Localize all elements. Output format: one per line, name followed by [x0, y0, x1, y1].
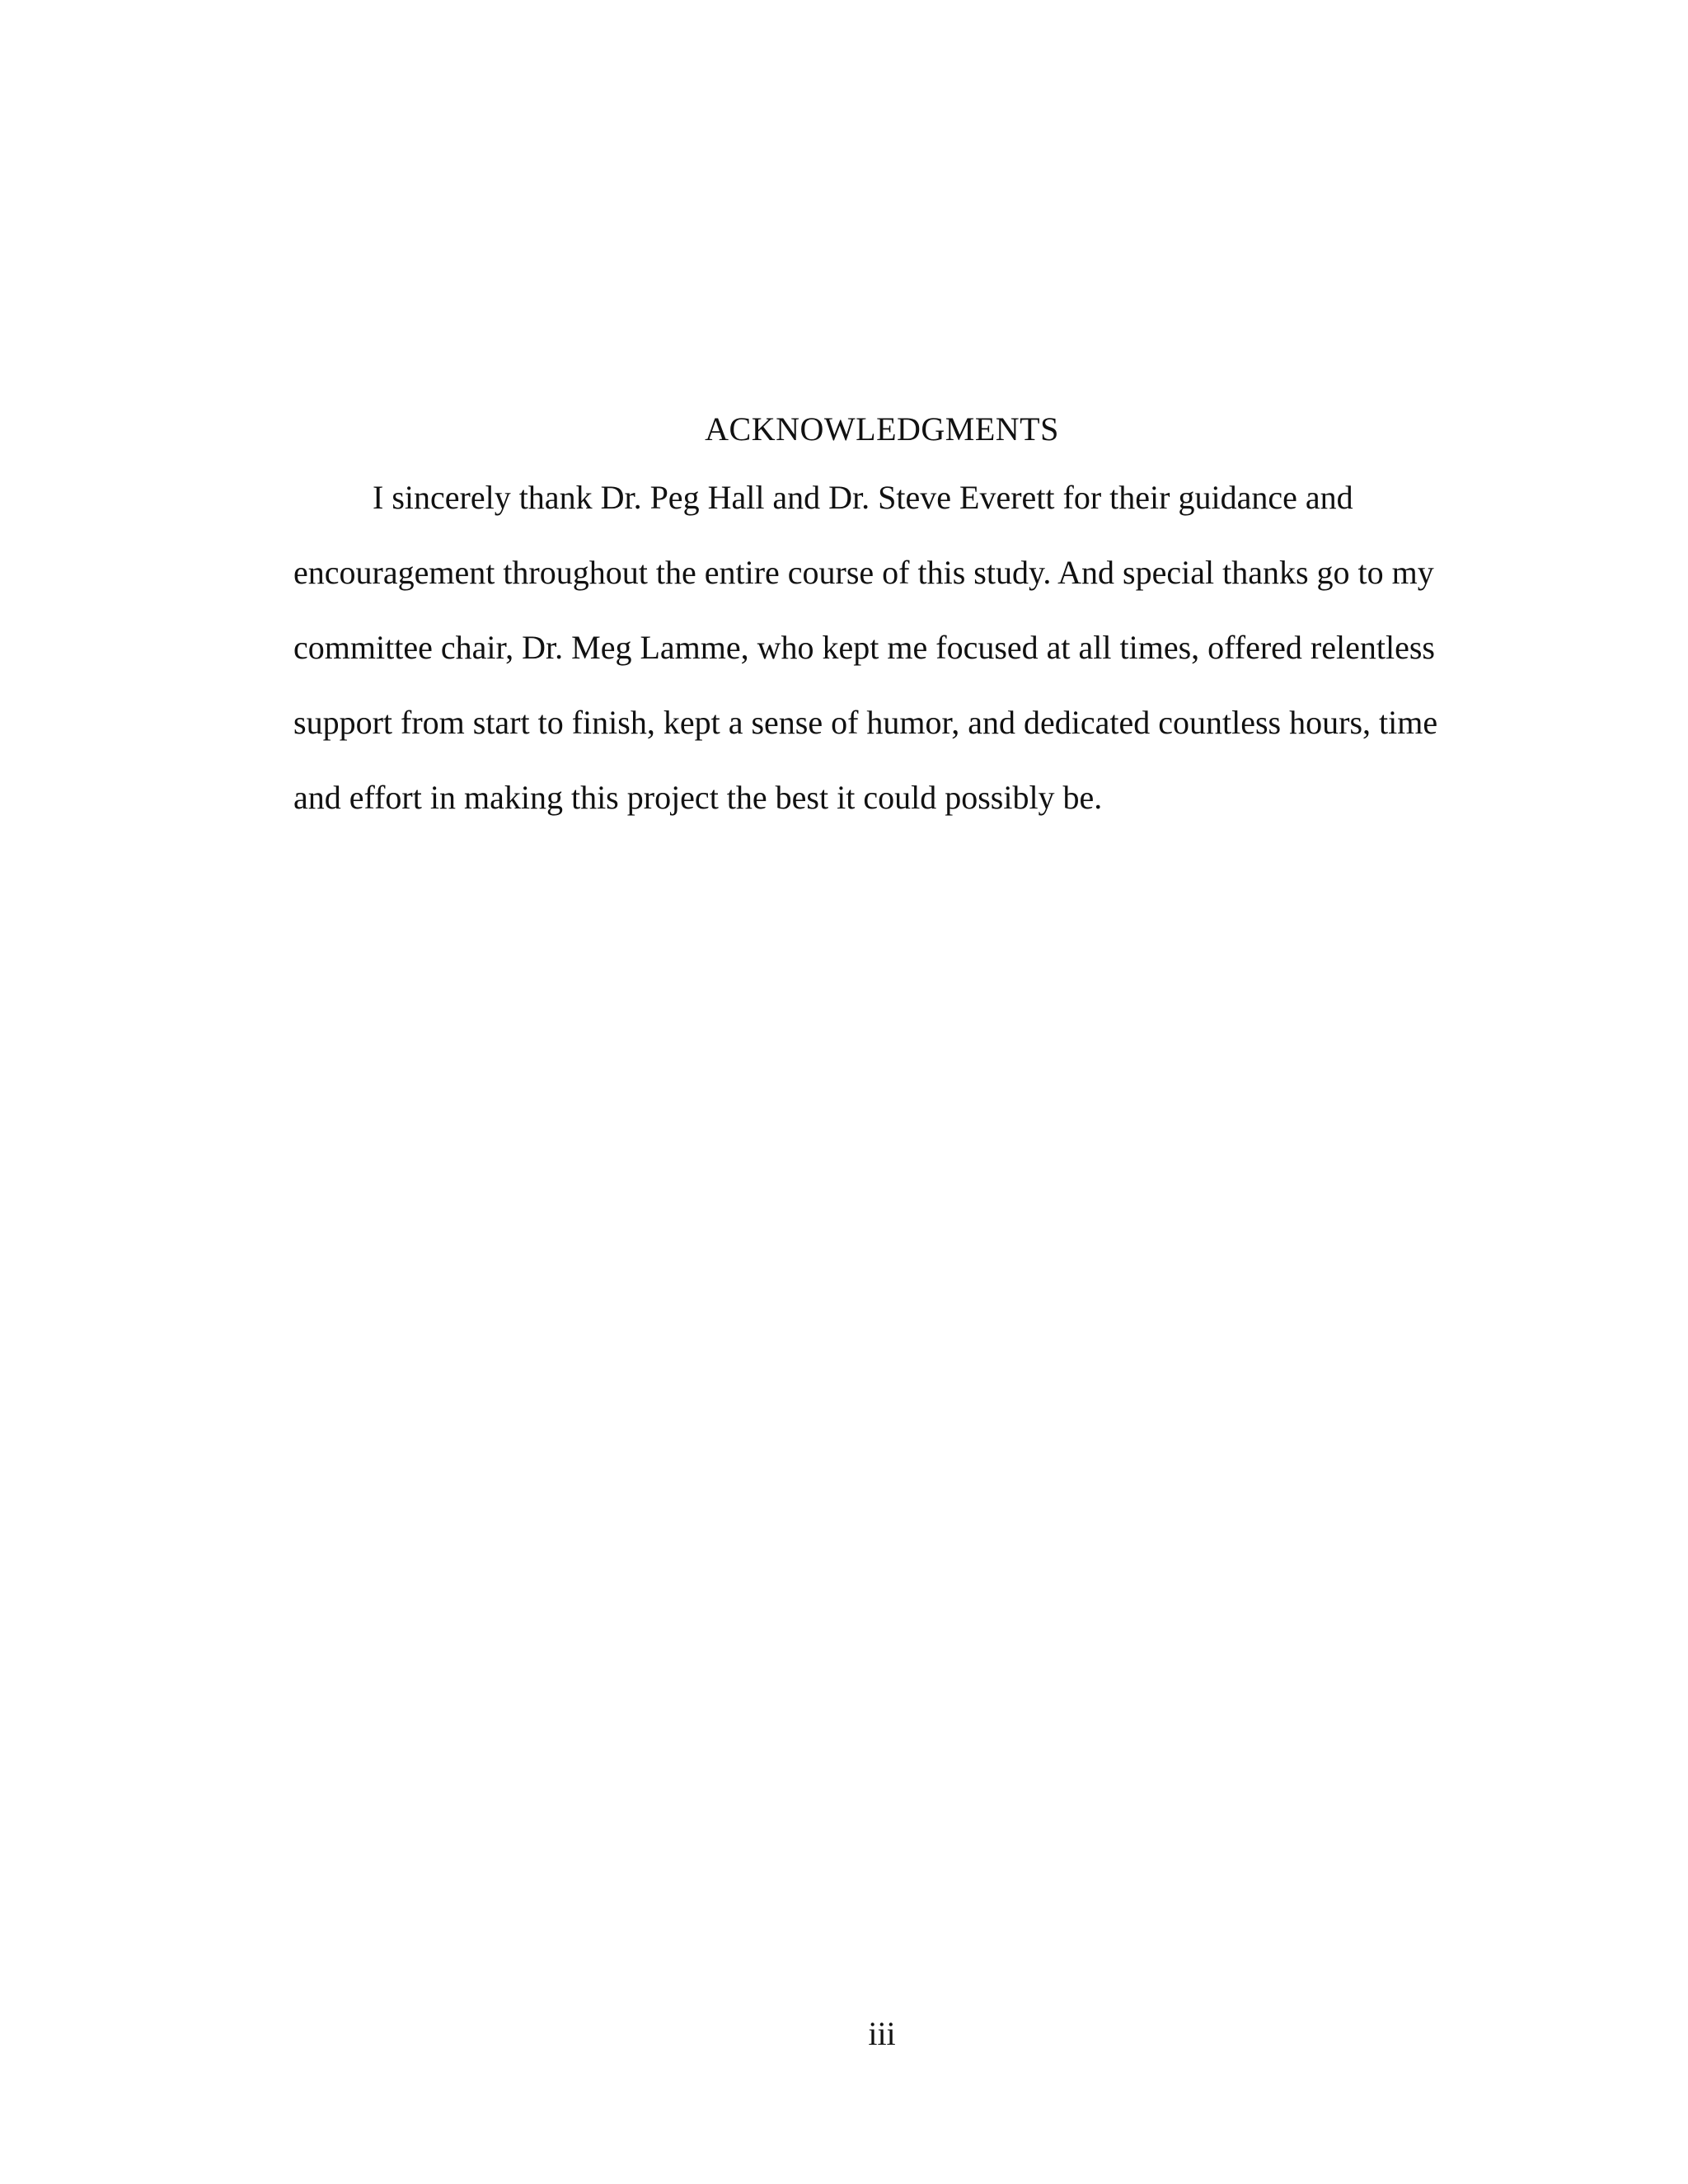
- paragraph-line: support from start to finish, kept a sense of humor, and dedicated countless hours, time: [293, 704, 1438, 741]
- acknowledgments-paragraph: [293, 475, 1447, 850]
- page-number: iii: [868, 2015, 896, 2052]
- paragraph-line: and effort in making this project the best it could possibly be.: [293, 779, 1103, 816]
- page-title: ACKNOWLEDGMENTS: [705, 410, 1059, 448]
- paragraph-line: committee chair, Dr. Meg Lamme, who kept me focused at all times, offered relentless: [293, 629, 1435, 666]
- paragraph-line: encouragement throughout the entire course of this study. And special thanks go to my: [293, 554, 1434, 591]
- paragraph-line: I sincerely thank Dr. Peg Hall and Dr. Steve Everett for their guidance and: [373, 479, 1353, 516]
